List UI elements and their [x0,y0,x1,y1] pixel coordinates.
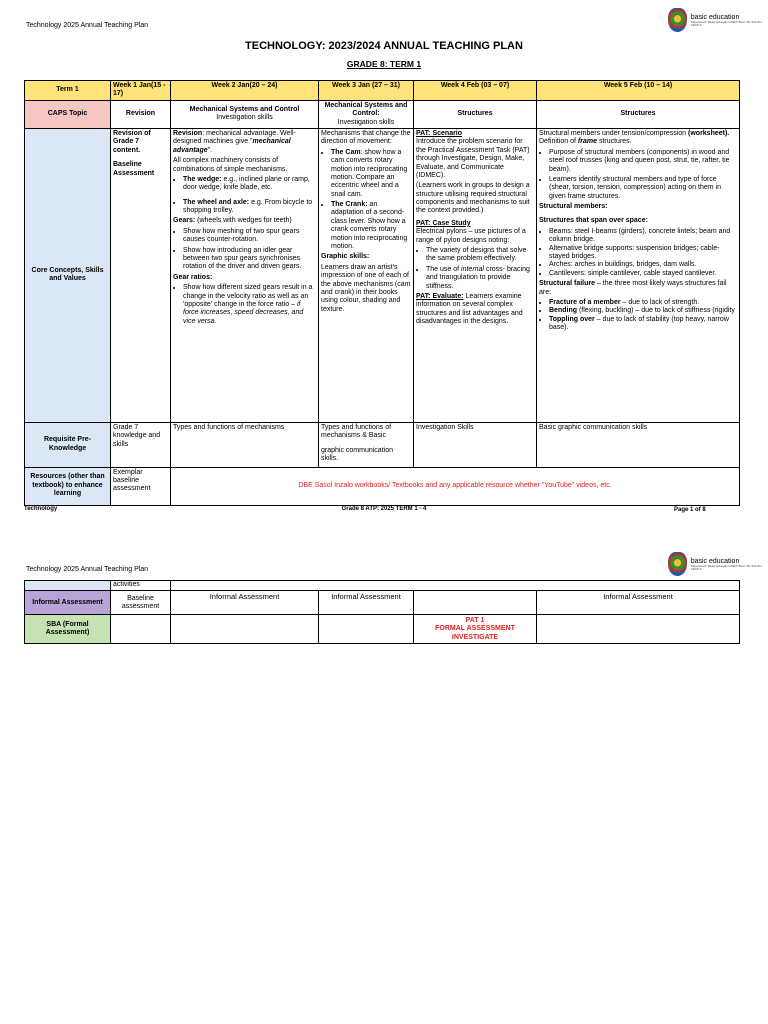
resources-text: DBE Sasol Inzalo workbooks/ Textbooks and any applicable resource whether "YouTube" videos, etc. [171,467,740,505]
informal-week5: Informal Assessment [537,591,740,615]
caps-week1: Revision [111,100,171,128]
prereq-week2: Types and functions of mechanisms [171,422,319,467]
pat1-formal-assessment: PAT 1 FORMAL ASSESSMENT INVESTIGATE [414,615,537,644]
coat-of-arms-icon [668,8,687,32]
caps-row [25,100,740,128]
sba-row [25,615,740,644]
core-row [25,128,740,422]
resources-label: Resources (other than textbook) to enhance learning [25,467,111,505]
footer-page-number: Page 1 of 8 [674,507,706,513]
informal-label: Informal Assessment [25,591,111,615]
week2-header: Week 2 Jan(20 – 24) [171,81,319,101]
caps-week3: Mechanical Systems and Control: Investigation skills [319,100,414,128]
continued-text: activities [111,581,171,591]
core-week3: Mechanisms that change the direction of movement: • The Cam: show how a cam converts rotary motion into reciprocating motion. Compare an eccentric wheel and a snail cam. • The Crank: an adaptation of a second- class lever. Show how a crank converts rotary motion into reciprocating motion. Graphic skills: Learners draw an artist's impression of one of each of the above mechanisms (cam and crank) in their books using colour, shading and texture. [319,128,414,422]
coat-of-arms-icon [668,552,687,576]
prereq-week4: Investigation Skills [414,422,537,467]
sba-label: SBA (Formal Assessment) [25,615,111,644]
week3-header: Week 3 Jan (27 – 31) [319,81,414,101]
core-week4: PAT: Scenario Introduce the problem scenario for the Practical Assessment Task (PAT) through Investigate, Design, Make, Evaluate, and Communicate (IDMEC). (Learners work in groups to design a structure utilising required structural components and mechanisms to suit the context provided.) PAT: Case Study Electrical pylons – use pictures of a range of pylon designs noting: • The variety of designs that solve the same problem effectively. • The use of internal cross- bracing and triangulation to provide stiffness. PAT: Evaluate: Learners examine information on several complex structures and list advantages and disadvantages in the designs. [414,128,537,422]
page-subtitle: GRADE 8: TERM 1 [346,59,422,69]
logo-main-text: basic education [690,13,740,21]
continued-row [25,581,740,591]
informal-week1: Baseline assessment [111,591,171,615]
week4-header: Week 4 Feb (03 – 07) [414,81,537,101]
informal-week4 [414,591,537,615]
teaching-plan-table [24,80,740,506]
page-title: TECHNOLOGY: 2023/2024 ANNUAL TEACHING PLAN [245,40,523,52]
resources-week1: Exemplar baseline assessment [111,467,171,505]
prereq-week3: Types and functions of mechanisms & Basic graphic communication skills. [319,422,414,467]
prereq-week1: Grade 7 knowledge and skills [111,422,171,467]
caps-week5: Structures [537,100,740,128]
informal-week3: Informal Assessment [319,591,414,615]
informal-row [25,591,740,615]
core-week1: Revision of Grade 7 content. Baseline Assessment [111,128,171,422]
week1-header: Week 1 Jan(15 - 17) [111,81,171,101]
informal-week2: Informal Assessment [171,591,319,615]
term-cell: Term 1 [25,81,111,101]
dbe-logo-page2: basic education Department: Basic Education REPUBLIC OF SOUTH AFRICA [668,552,768,576]
doc-header-label-page2: Technology 2025 Annual Teaching Plan [26,566,149,573]
week5-header: Week 5 Feb (10 – 14) [537,81,740,101]
teaching-plan-table-continued [24,580,740,644]
footer-center: Grade 8 ATP: 2025 TERM 1 - 4 [341,506,427,512]
caps-label: CAPS Topic [25,100,111,128]
logo-sub-text: Department: Basic Education REPUBLIC OF SOUTH AFRICA [690,19,762,27]
prereq-week5: Basic graphic communication skills [537,422,740,467]
prereq-row [25,422,740,467]
footer-left: Technology [24,506,58,512]
core-label: Core Concepts, Skills and Values [25,128,111,422]
core-week5: Structural members under tension/compression (worksheet). Definition of frame structures. • Purpose of structural members (components) in wood and steel roof trusses (king and queen post, strut, tie, rafter, tie beam). • Learners identify structural members and type of force (shear, torsion, tension, compression) acting on them in given frame structures. Structural members: Structures that span over space: • Beams: steel I-beams (girders), concrete lintels; beam and column bridge. • Alternative bridge supports: suspension bridges; cable-stayed bridges. • Arches: arches in buildings, bridges, dam walls. • Cantilevers: simple cantilever, cable stayed cantilever. Structural failure – the three most likely ways structures fail are: • Fracture of a member – due to lack of strength. • Bending (flexing, buckling) – due to lack of stiffness (rigidity • Toppling over – due to lack of stability (top heavy, narrow base). [537,128,740,422]
doc-header-label: Technology 2025 Annual Teaching Plan [26,22,149,29]
core-week2: Revision: mechanical advantage. Well-designed machines give "mechanical advantage". All complex machinery consists of combinations of simple mechanisms. • The wedge: e.g., inclined plane or ramp, door wedge, knife blade, etc. • The wheel and axle: e.g. From bicycle to shopping trolley. Gears: (wheels with wedges for teeth) • Show how meshing of two spur gears causes counter-rotation. • Show how introducing an idler gear between two spur gears synchronises rotation of the driver and driven gears. Gear ratios: • Show how different sized gears result in a change in the velocity ratio as well as an 'opposite' change in the force ratio – if force increases, speed decreases, and vice versa. [171,128,319,422]
caps-week2: Mechanical Systems and Control Investigation skills [171,100,319,128]
resources-row [25,467,740,505]
weeks-row [25,81,740,101]
prereq-label: Requisite Pre-Knowledge [25,422,111,467]
dbe-logo [668,8,768,32]
caps-week4: Structures [414,100,537,128]
